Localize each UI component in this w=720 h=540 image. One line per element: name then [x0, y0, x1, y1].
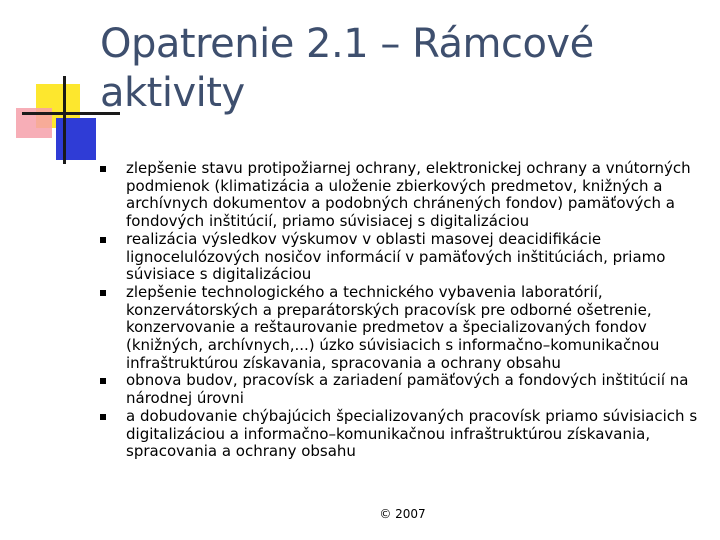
bullet-item [96, 408, 700, 461]
bullet-text: a dobudovanie chýbajúcich špecializovaných pracovísk priamo súvisiacich s digitalizáciou a informačno–komunikačnou infraštruktúrou získavania, spracovania a ochrany obsahu [126, 406, 698, 461]
square-bullet-icon [100, 414, 106, 420]
bullet-item [96, 160, 700, 231]
square-bullet-icon [100, 290, 106, 296]
bullet-text: zlepšenie stavu protipožiarnej ochrany, elektronickej ochrany a vnútorných podmienok (klimatizácia a uloženie zbierkových predmetov, knižných a archívnych dokumentov a podobných chránených fondov) pamäťových a fondových inštitúcií, priamo súvisiacej s digitalizáciou [126, 159, 691, 231]
logo-vertical-line [63, 76, 66, 164]
square-bullet-icon [100, 378, 106, 384]
bullet-item [96, 372, 700, 407]
bullet-item [96, 284, 700, 373]
bullet-text: obnova budov, pracovísk a zariadení pamäťových a fondových inštitúcií na národnej úrovni [126, 371, 689, 408]
logo-blue-square [56, 118, 96, 160]
bullet-item [96, 231, 700, 284]
bullet-text: realizácia výsledkov výskumov v oblasti masovej deacidifikácie lignocelulózových nosičov informácií v pamäťových inštitúciách, priamo súvisiace s digitalizáciou [126, 229, 666, 284]
square-bullet-icon [100, 166, 106, 172]
square-bullet-icon [100, 237, 106, 243]
bullet-list [96, 160, 700, 461]
slide-title: Opatrenie 2.1 – Rámcové aktivity [100, 21, 594, 116]
copyright-footer: © 2007 [379, 507, 426, 521]
bullet-text: zlepšenie technologického a technického vybavenia laboratórií, konzervátorských a preparátorských pracovísk pre odborné ošetrenie, konzervovanie a reštaurovanie predmetov a špecializovaných fondov (knižných, archívnych,...) úzko súvisiacich s informačno–komunikačnou infraštruktúrou získavania, spracovania a ochrany obsahu [126, 282, 660, 372]
